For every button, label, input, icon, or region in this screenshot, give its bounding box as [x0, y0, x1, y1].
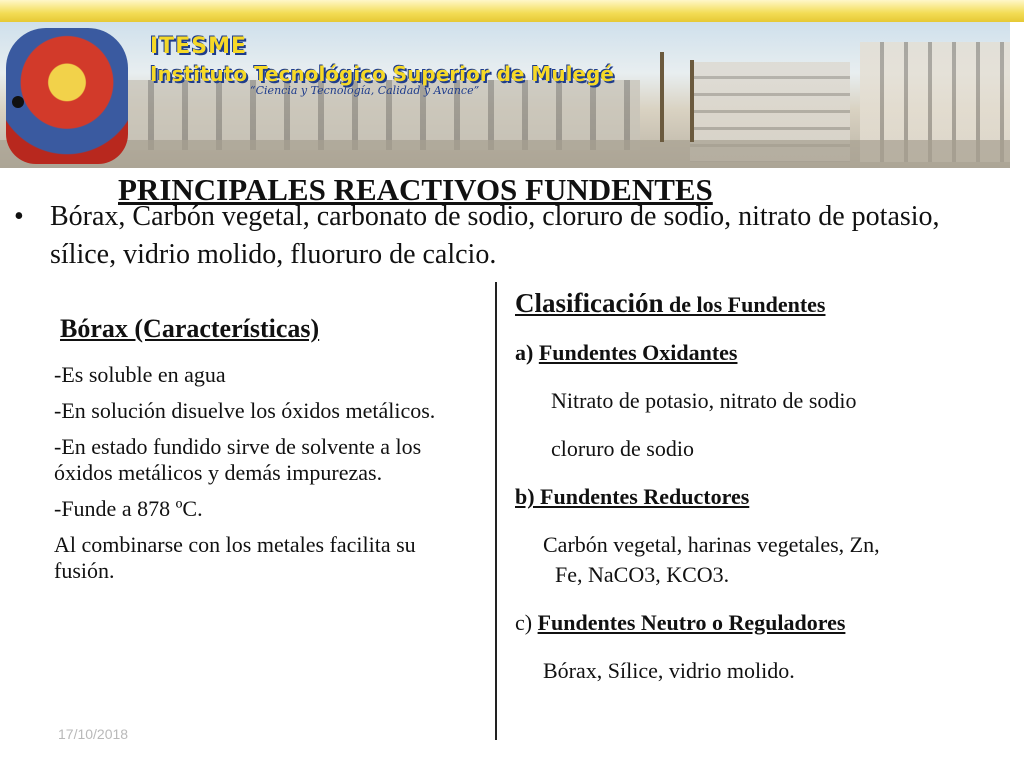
borax-item: -En solución disuelve los óxidos metálicos.: [54, 398, 436, 423]
oxidizing-prefix: a): [515, 340, 539, 365]
brand-full: Instituto Tecnológico Superior de Mulegé: [150, 62, 614, 86]
oxidizing-line: cloruro de sodio: [551, 436, 694, 461]
classification-heading-rest: de los Fundentes: [663, 292, 826, 317]
itesme-logo-icon: [6, 28, 128, 164]
flux-classification: [515, 290, 995, 706]
borax-item: -Funde a 878 ºC.: [54, 496, 203, 521]
slide-title: PRINCIPALES REACTIVOS FUNDENTES: [118, 172, 713, 207]
reducing-line: Carbón vegetal, harinas vegetales, Zn,: [543, 532, 880, 557]
footer-date: 17/10/2018: [58, 726, 129, 742]
classification-heading-big: Clasificación: [515, 288, 664, 318]
neutral-line: Bórax, Sílice, vidrio molido.: [543, 658, 795, 683]
neutral-label: Fundentes Neutro o Reguladores: [537, 610, 846, 635]
classification-heading: [515, 290, 995, 318]
palm-tree-icon: [660, 52, 664, 142]
borax-item: Al combinarse con los metales facilita su fusión.: [54, 532, 416, 583]
reducing-line: Fe, NaCO3, KCO3.: [555, 562, 730, 587]
oxidizing-heading: [515, 340, 995, 366]
oxidizing-label: Fundentes Oxidantes: [538, 340, 738, 365]
borax-heading: Bórax (Características): [60, 314, 320, 343]
top-accent-bar: [0, 0, 1024, 22]
reducing-heading: b) Fundentes Reductores: [515, 484, 750, 509]
palm-tree-icon: [690, 60, 694, 142]
bullet-text: Bórax, Carbón vegetal, carbonato de sodio, cloruro de sodio, nitrato de potasio, sílice, vidrio molido, fluoruro de calcio.: [50, 201, 940, 270]
header-banner: [0, 22, 1010, 168]
ground-strip: [0, 140, 1010, 168]
borax-item: -En estado fundido sirve de solvente a los óxidos metálicos y demás impurezas.: [54, 434, 422, 485]
column-divider: [495, 282, 497, 740]
oxidizing-line: Nitrato de potasio, nitrato de sodio: [551, 388, 857, 413]
borax-characteristics: [54, 312, 454, 594]
borax-item: -Es soluble en agua: [54, 362, 226, 387]
brand-short: ITESME: [150, 34, 247, 59]
brand-motto: “Ciencia y Tecnología, Calidad y Avance”: [250, 84, 480, 97]
bullet-dot-icon: •: [14, 201, 24, 232]
bullet-dot-icon: [12, 96, 24, 108]
neutral-heading: [515, 610, 995, 636]
neutral-prefix: c): [515, 610, 538, 635]
